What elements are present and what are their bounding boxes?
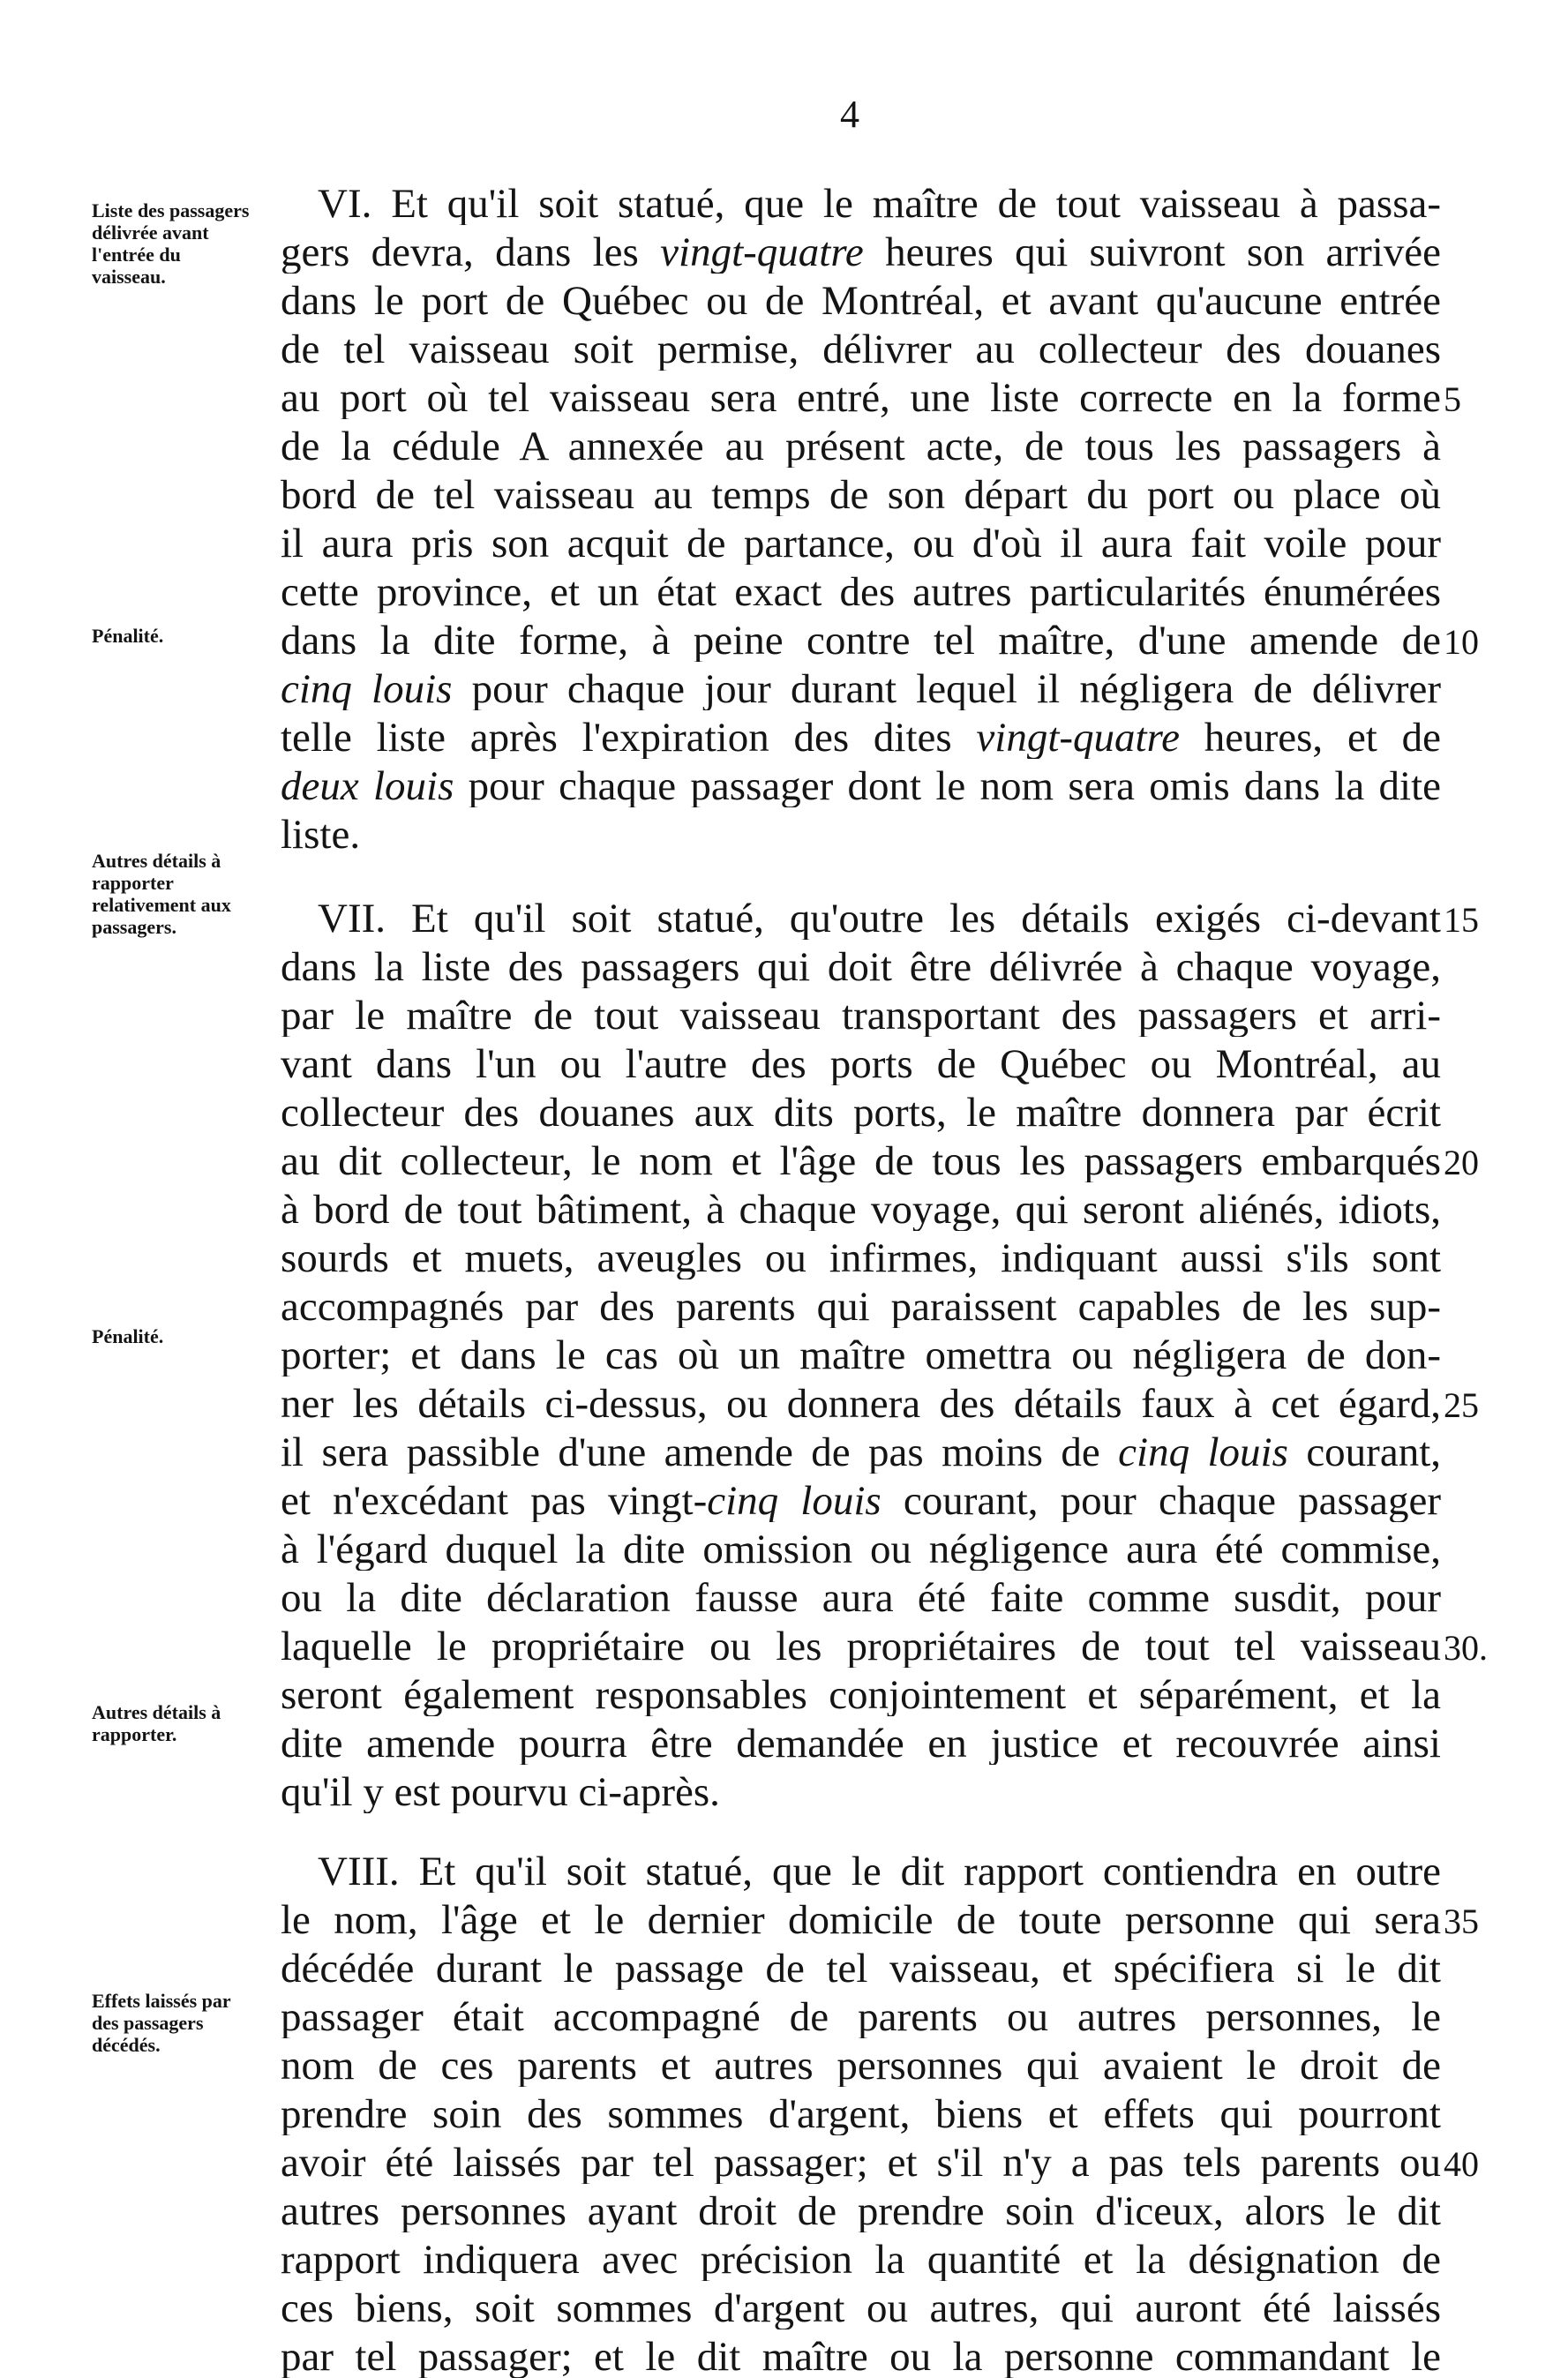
text-line: il aura pris son acquit de partance, ou d'où il aura fait voile pour [281, 523, 1441, 565]
text-line: gers devra, dans les vingt-quatre heures qui suivront son arrivée [281, 232, 1441, 274]
text-line: accompagnés par des parents qui paraissent capables de les sup- [281, 1287, 1441, 1328]
line-number: 15 [1444, 900, 1479, 940]
text-line: de la cédule A annexée au présent acte, de tous les passagers à [281, 426, 1441, 468]
text-line: porter; et dans le cas où un maître omettra ou négligera de don- [281, 1335, 1441, 1377]
text-line: laquelle le propriétaire ou les propriétaires de tout tel vaisseau [281, 1626, 1441, 1668]
text-line: à bord de tout bâtiment, à chaque voyage, qui seront aliénés, idiots, [281, 1189, 1441, 1231]
line-number: 35 [1444, 1902, 1479, 1941]
text-line: par le maître de tout vaisseau transportant des passagers et arri- [281, 995, 1441, 1037]
text-line: rapport indiquera avec précision la quantité et la désignation de [281, 2239, 1441, 2281]
text-line: dans le port de Québec ou de Montréal, et avant qu'aucune entrée [281, 281, 1441, 322]
text-line: liste. [281, 814, 361, 856]
margin-note-penalite-2: Pénalité. [92, 1325, 164, 1347]
text-line: par tel passager; et le dit maître ou la personne commandant le [281, 2337, 1441, 2378]
text-line: deux louis pour chaque passager dont le nom sera omis dans la dite [281, 766, 1441, 807]
text-line: ner les détails ci-dessus, ou donnera des détails faux à cet égard, [281, 1384, 1441, 1425]
text-line: autres personnes ayant droit de prendre soin d'iceux, alors le dit [281, 2191, 1441, 2232]
text-line: dans la liste des passagers qui doit être délivrée à chaque voyage, [281, 947, 1441, 988]
text-line: dans la dite forme, à peine contre tel maître, d'une amende de [281, 620, 1441, 662]
text-line: ces biens, soit sommes d'argent ou autres, qui auront été laissés [281, 2288, 1441, 2329]
text-line: sourds et muets, aveugles ou infirmes, indiquant aussi s'ils sont [281, 1238, 1441, 1279]
text-line: et n'excédant pas vingt-cinq louis courant, pour chaque passager [281, 1481, 1441, 1522]
text-line: VI. Et qu'il soit statué, que le maître de tout vaisseau à passa- [318, 184, 1441, 225]
text-line: décédée durant le passage de tel vaisseau, et spécifiera si le dit [281, 1948, 1441, 1990]
margin-note-autres-details: Autres détails à rapporter relativement aux passagers. [92, 850, 231, 938]
text-line: vant dans l'un ou l'autre des ports de Québec ou Montréal, au [281, 1044, 1441, 1085]
text-line: bord de tel vaisseau au temps de son départ du port ou place où [281, 475, 1441, 516]
line-number: 5 [1444, 379, 1461, 419]
text-line: nom de ces parents et autres personnes qui avaient le droit de [281, 2045, 1441, 2087]
text-line: de tel vaisseau soit permise, délivrer au collecteur des douanes [281, 329, 1441, 371]
text-line: au dit collecteur, le nom et l'âge de tous les passagers embarqués [281, 1141, 1441, 1182]
text-line: seront également responsables conjointement et séparément, et la [281, 1675, 1441, 1716]
text-line: qu'il y est pourvu ci-après. [281, 1772, 720, 1813]
text-line: prendre soin des sommes d'argent, biens et effets qui pourront [281, 2094, 1441, 2135]
text-line: telle liste après l'expiration des dites vingt-quatre heures, et de [281, 717, 1441, 759]
text-line: VIII. Et qu'il soit statué, que le dit rapport contiendra en outre [318, 1851, 1441, 1893]
margin-note-liste-passagers: Liste des passagers délivrée avant l'entrée du vaisseau. [92, 199, 250, 288]
text-line: avoir été laissés par tel passager; et s'il n'y a pas tels parents ou [281, 2142, 1441, 2184]
text-line: ou la dite déclaration fausse aura été faite comme susdit, pour [281, 1578, 1441, 1619]
line-number: 30. [1444, 1628, 1488, 1668]
text-line: VII. Et qu'il soit statué, qu'outre les détails exigés ci-devant [318, 898, 1441, 940]
text-line: le nom, l'âge et le dernier domicile de toute personne qui sera [281, 1900, 1441, 1941]
margin-note-effets-laisses: Effets laissés par des passagers décédés. [92, 1990, 231, 2056]
margin-note-autres-details-rapporter: Autres détails à rapporter. [92, 1701, 221, 1745]
page-number: 4 [840, 93, 859, 136]
line-number: 10 [1444, 622, 1479, 662]
text-line: collecteur des douanes aux dits ports, le maître donnera par écrit [281, 1092, 1441, 1134]
text-line: cette province, et un état exact des autres particularités énumérées [281, 572, 1441, 613]
line-number: 25 [1444, 1385, 1479, 1425]
margin-note-penalite-1: Pénalité. [92, 625, 164, 647]
text-line: dite amende pourra être demandée en justice et recouvrée ainsi [281, 1723, 1441, 1765]
line-number: 40 [1444, 2144, 1479, 2184]
text-line: cinq louis pour chaque jour durant lequel il négligera de délivrer [281, 669, 1441, 710]
text-line: au port où tel vaisseau sera entré, une liste correcte en la forme [281, 378, 1441, 419]
line-number: 20 [1444, 1143, 1479, 1182]
text-line: à l'égard duquel la dite omission ou négligence aura été commise, [281, 1529, 1441, 1571]
text-line: il sera passible d'une amende de pas moins de cinq louis courant, [281, 1432, 1441, 1474]
text-line: passager était accompagné de parents ou autres personnes, le [281, 1997, 1441, 2038]
